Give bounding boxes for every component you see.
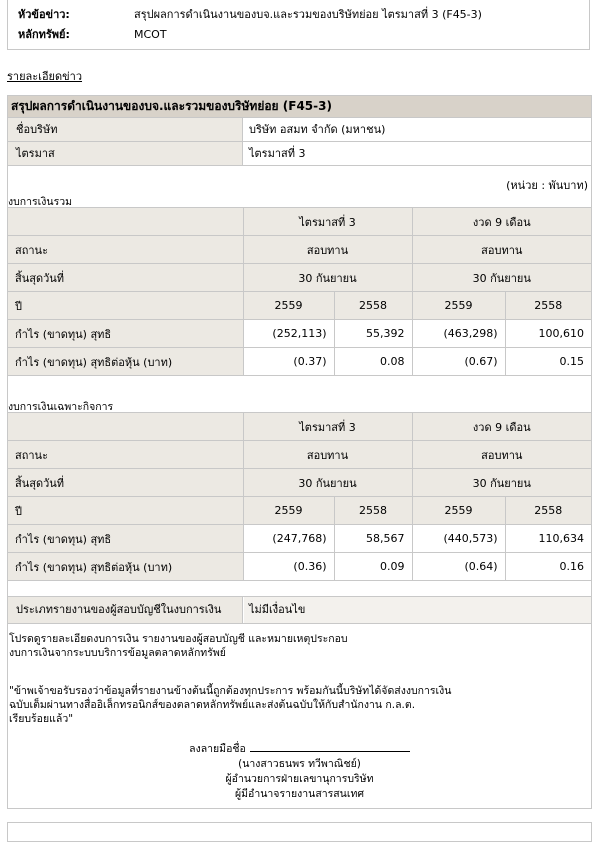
company-label: ชื่อบริษัท <box>8 118 243 141</box>
year-cell: 2559 <box>412 497 505 525</box>
net-profit-cell: 55,392 <box>334 320 412 348</box>
eps-cell: (0.36) <box>243 553 334 581</box>
news-title-value: สรุปผลการดำเนินงานของบจ.และรวมของบริษัทย่อย ไตรมาสที่ 3 (F45-3) <box>134 8 482 21</box>
year-cell: 2559 <box>243 497 334 525</box>
status-value: สอบทาน <box>243 236 412 264</box>
report-title: สรุปผลการดำเนินงานของบจ.และรวมของบริษัทย่อย (F45-3) <box>8 96 591 117</box>
net-profit-label: กำไร (ขาดทุน) สุทธิ <box>8 525 243 553</box>
eps-cell: 0.08 <box>334 348 412 376</box>
cert-line: เรียบร้อยแล้ว" <box>9 713 74 725</box>
net-profit-cell: (440,573) <box>412 525 505 553</box>
eps-cell: 0.09 <box>334 553 412 581</box>
table-row <box>8 264 591 292</box>
security-label: หลักทรัพย์: <box>18 28 70 41</box>
table-row <box>8 553 591 581</box>
status-value: สอบทาน <box>243 441 412 469</box>
news-header-box <box>7 0 590 50</box>
eps-cell: 0.16 <box>505 553 591 581</box>
quarter-value: ไตรมาสที่ 3 <box>249 147 306 160</box>
end-date-value: 30 กันยายน <box>243 264 412 292</box>
security-value: MCOT <box>134 28 167 41</box>
year-cell: 2559 <box>243 292 334 320</box>
eps-cell: (0.67) <box>412 348 505 376</box>
end-date-value: 30 กันยายน <box>412 469 591 497</box>
company-row <box>8 117 591 141</box>
period-header: งวด 9 เดือน <box>412 208 591 236</box>
table-row <box>8 525 591 553</box>
status-label: สถานะ <box>8 441 243 469</box>
net-profit-cell: (252,113) <box>243 320 334 348</box>
end-date-value: 30 กันยายน <box>243 469 412 497</box>
status-value: สอบทาน <box>412 236 591 264</box>
table-row <box>8 236 591 264</box>
status-value: สอบทาน <box>412 441 591 469</box>
company-value: บริษัท อสมท จำกัด (มหาชน) <box>249 123 386 136</box>
year-cell: 2558 <box>334 497 412 525</box>
year-cell: 2558 <box>505 292 591 320</box>
unit-note: (หน่วย : พันบาท) <box>506 179 588 192</box>
end-date-label: สิ้นสุดวันที่ <box>8 264 243 292</box>
news-title-label: หัวข้อข่าว: <box>18 8 70 21</box>
consolidated-table <box>8 207 591 376</box>
separate-table <box>8 412 591 581</box>
end-date-value: 30 กันยายน <box>412 264 591 292</box>
auditor-report-row <box>8 596 591 624</box>
signer-name: (นางสาวธนพร ทวีพาณิชย์) <box>238 758 361 770</box>
eps-cell: 0.15 <box>505 348 591 376</box>
period-header: ไตรมาสที่ 3 <box>243 413 412 441</box>
table-row <box>8 497 591 525</box>
news-title-row <box>18 6 482 24</box>
period-header: ไตรมาสที่ 3 <box>243 208 412 236</box>
cert-line: ฉบับเต็มผ่านทางสื่ออิเล็กทรอนิกส์ของตลาดหลักทรัพย์และส่งต้นฉบับให้กับสำนักงาน ก.ล.ต. <box>9 699 416 711</box>
notes-paragraph <box>9 632 584 660</box>
net-profit-cell: (247,768) <box>243 525 334 553</box>
table-row <box>8 292 591 320</box>
table-row <box>8 441 591 469</box>
header-blank-cell <box>8 208 243 236</box>
security-row <box>18 26 167 44</box>
status-label: สถานะ <box>8 236 243 264</box>
net-profit-label: กำไร (ขาดทุน) สุทธิ <box>8 320 243 348</box>
quarter-row <box>8 141 591 165</box>
signer-authority: ผู้มีอำนาจรายงานสารสนเทศ <box>234 788 365 800</box>
divider <box>8 165 591 166</box>
eps-label: กำไร (ขาดทุน) สุทธิต่อหุ้น (บาท) <box>8 348 243 376</box>
net-profit-cell: 110,634 <box>505 525 591 553</box>
signature-line <box>250 741 410 752</box>
certification-paragraph <box>9 684 584 726</box>
sign-label: ลงลายมือชื่อ <box>189 743 246 755</box>
bottom-box <box>7 822 592 842</box>
table-row <box>8 469 591 497</box>
report-box <box>7 95 592 809</box>
notes-line: งบการเงินจากระบบบริการข้อมูลตลาดหลักทรัพย์ <box>9 647 226 659</box>
net-profit-cell: 100,610 <box>505 320 591 348</box>
net-profit-cell: 58,567 <box>334 525 412 553</box>
year-cell: 2558 <box>334 292 412 320</box>
auditor-report-value: ไม่มีเงื่อนไข <box>244 597 591 623</box>
cert-line: "ข้าพเจ้าขอรับรองว่าข้อมูลที่รายงานข้างต้นนี้ถูกต้องทุกประการ พร้อมกันนี้บริษัทได้จัดส่งงบการเงิน <box>9 685 452 697</box>
consolidated-section-label: งบการเงินรวม <box>8 196 73 208</box>
table-row <box>8 320 591 348</box>
signer-position: ผู้อำนวยการฝ่ายเลขานุการบริษัท <box>225 773 374 785</box>
end-date-label: สิ้นสุดวันที่ <box>8 469 243 497</box>
eps-cell: (0.37) <box>243 348 334 376</box>
quarter-label: ไตรมาส <box>8 142 243 165</box>
year-label: ปี <box>8 497 243 525</box>
table-row <box>8 348 591 376</box>
year-label: ปี <box>8 292 243 320</box>
table-row <box>8 413 591 441</box>
year-cell: 2558 <box>505 497 591 525</box>
eps-label: กำไร (ขาดทุน) สุทธิต่อหุ้น (บาท) <box>8 553 243 581</box>
signature-block <box>8 741 591 802</box>
header-blank-cell <box>8 413 243 441</box>
period-header: งวด 9 เดือน <box>412 413 591 441</box>
separate-section-label: งบการเงินเฉพาะกิจการ <box>8 401 114 413</box>
eps-cell: (0.64) <box>412 553 505 581</box>
notes-line: โปรดดูรายละเอียดงบการเงิน รายงานของผู้สอบบัญชี และหมายเหตุประกอบ <box>9 633 348 645</box>
net-profit-cell: (463,298) <box>412 320 505 348</box>
year-cell: 2559 <box>412 292 505 320</box>
news-detail-link[interactable]: รายละเอียดข่าว <box>7 70 83 83</box>
signature-line-row <box>8 741 591 757</box>
table-row <box>8 208 591 236</box>
auditor-report-label: ประเภทรายงานของผู้สอบบัญชีในงบการเงิน <box>8 597 243 623</box>
